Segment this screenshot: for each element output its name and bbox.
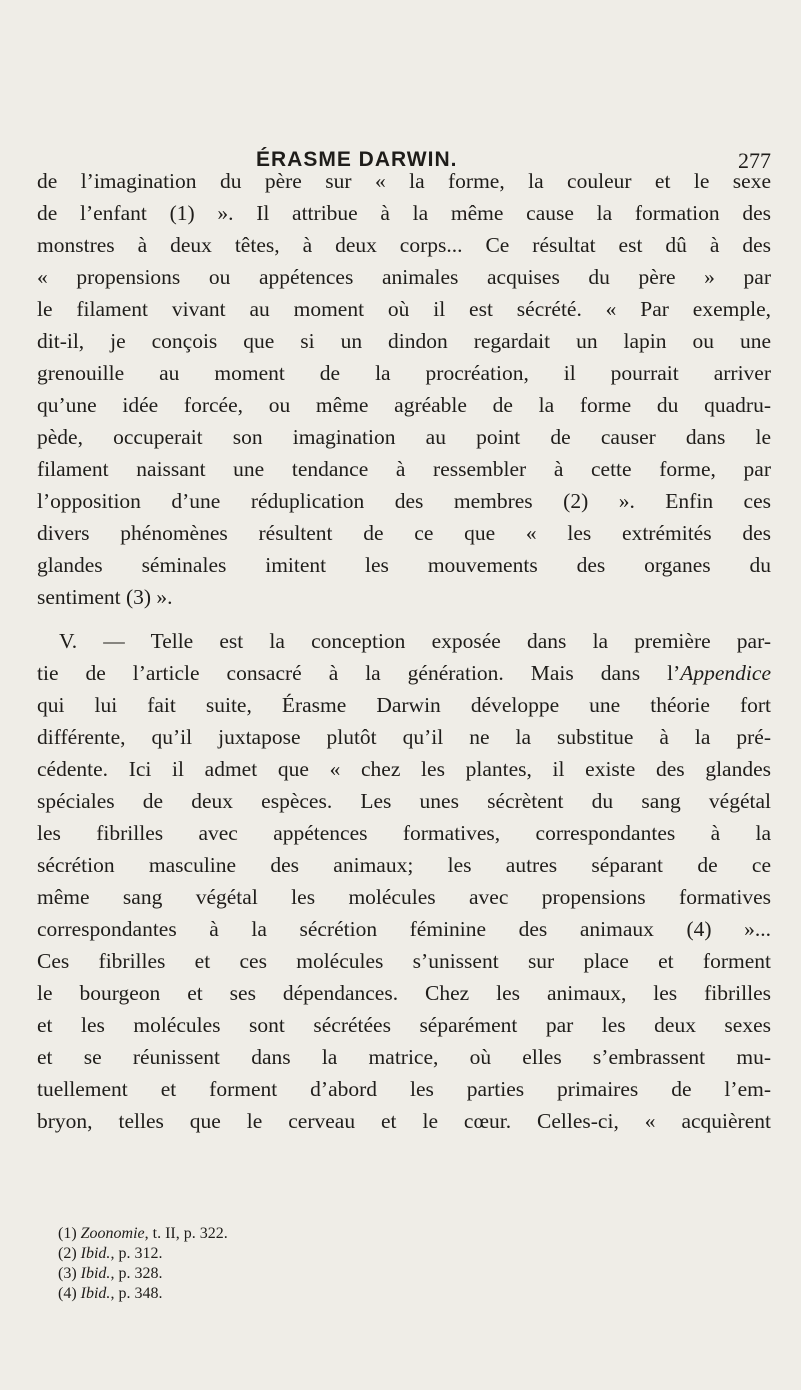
text-line: même sang végétal les molécules avec propensions formatives	[37, 885, 771, 909]
text-line: monstres à deux têtes, à deux corps... Ce résultat est dû à des	[37, 233, 771, 257]
footnote	[58, 1244, 162, 1264]
text-line: tuellement et forment d’abord les parties primaires de l’em-	[37, 1077, 771, 1101]
footnote-source: Ibid.	[80, 1285, 111, 1302]
text-run: tie de l’article consacré à la génération. Mais dans l’	[37, 661, 681, 685]
text-line: de l’imagination du père sur « la forme, la couleur et le sexe	[37, 169, 771, 193]
text-line: « propensions ou appétences animales acquises du père » par	[37, 265, 771, 289]
footnote-ref: , p. 312.	[110, 1245, 163, 1262]
text-line: et se réunissent dans la matrice, où elles s’embrassent mu-	[37, 1045, 771, 1069]
text-line: sentiment (3) ».	[37, 585, 173, 609]
text-line: qui lui fait suite, Érasme Darwin développe une théorie fort	[37, 693, 771, 717]
running-title: ÉRASME DARWIN.	[256, 148, 458, 171]
footnote-number: (2)	[58, 1245, 77, 1262]
footnote-source: Ibid.	[80, 1245, 111, 1262]
text-line	[37, 660, 771, 687]
text-line: le filament vivant au moment où il est sécrété. « Par exemple,	[37, 297, 771, 321]
italic-title: Appendice	[680, 661, 771, 685]
footnote-ref: , t. II, p. 322.	[144, 1225, 228, 1242]
text-line: bryon, telles que le cerveau et le cœur. Celles-ci, « acquièrent	[37, 1109, 771, 1133]
text-line: dit-il, je conçois que si un dindon regardait un lapin ou une	[37, 329, 771, 353]
text-line: Ces fibrilles et ces molécules s’unissent sur place et forment	[37, 949, 771, 973]
page-number: 277	[738, 148, 771, 173]
footnote	[58, 1284, 162, 1304]
text-line: spéciales de deux espèces. Les unes sécrètent du sang végétal	[37, 789, 771, 813]
footnote	[58, 1224, 228, 1244]
footnote-source: Zoonomie	[80, 1225, 145, 1242]
footnote-number: (1)	[58, 1225, 77, 1242]
text-line: grenouille au moment de la procréation, il pourrait arriver	[37, 361, 771, 385]
text-line: sécrétion masculine des animaux; les autres séparant de ce	[37, 853, 771, 877]
text-line: de l’enfant (1) ». Il attribue à la même cause la formation des	[37, 201, 771, 225]
footnote-ref: , p. 348.	[110, 1285, 163, 1302]
text-line: qu’une idée forcée, ou même agréable de la forme du quadru-	[37, 393, 771, 417]
footnote-ref: , p. 328.	[110, 1265, 163, 1282]
footnote	[58, 1264, 162, 1284]
text-line: correspondantes à la sécrétion féminine des animaux (4) »...	[37, 917, 771, 941]
text-line: pède, occuperait son imagination au point de causer dans le	[37, 425, 771, 449]
text-line: divers phénomènes résultent de ce que « les extrémités des	[37, 521, 771, 545]
text-line: V. — Telle est la conception exposée dans la première par-	[59, 629, 771, 653]
footnote-number: (4)	[58, 1285, 77, 1302]
text-line: l’opposition d’une réduplication des membres (2) ». Enfin ces	[37, 489, 771, 513]
text-line: les fibrilles avec appétences formatives, correspondantes à la	[37, 821, 771, 845]
text-line: glandes séminales imitent les mouvements des organes du	[37, 553, 771, 577]
text-line: filament naissant une tendance à ressembler à cette forme, par	[37, 457, 771, 481]
text-line: et les molécules sont sécrétées séparément par les deux sexes	[37, 1013, 771, 1037]
footnote-source: Ibid.	[80, 1265, 111, 1282]
footnote-number: (3)	[58, 1265, 77, 1282]
text-line: cédente. Ici il admet que « chez les plantes, il existe des glandes	[37, 757, 771, 781]
text-line: le bourgeon et ses dépendances. Chez les animaux, les fibrilles	[37, 981, 771, 1005]
text-line: différente, qu’il juxtapose plutôt qu’il ne la substitue à la pré-	[37, 725, 771, 749]
